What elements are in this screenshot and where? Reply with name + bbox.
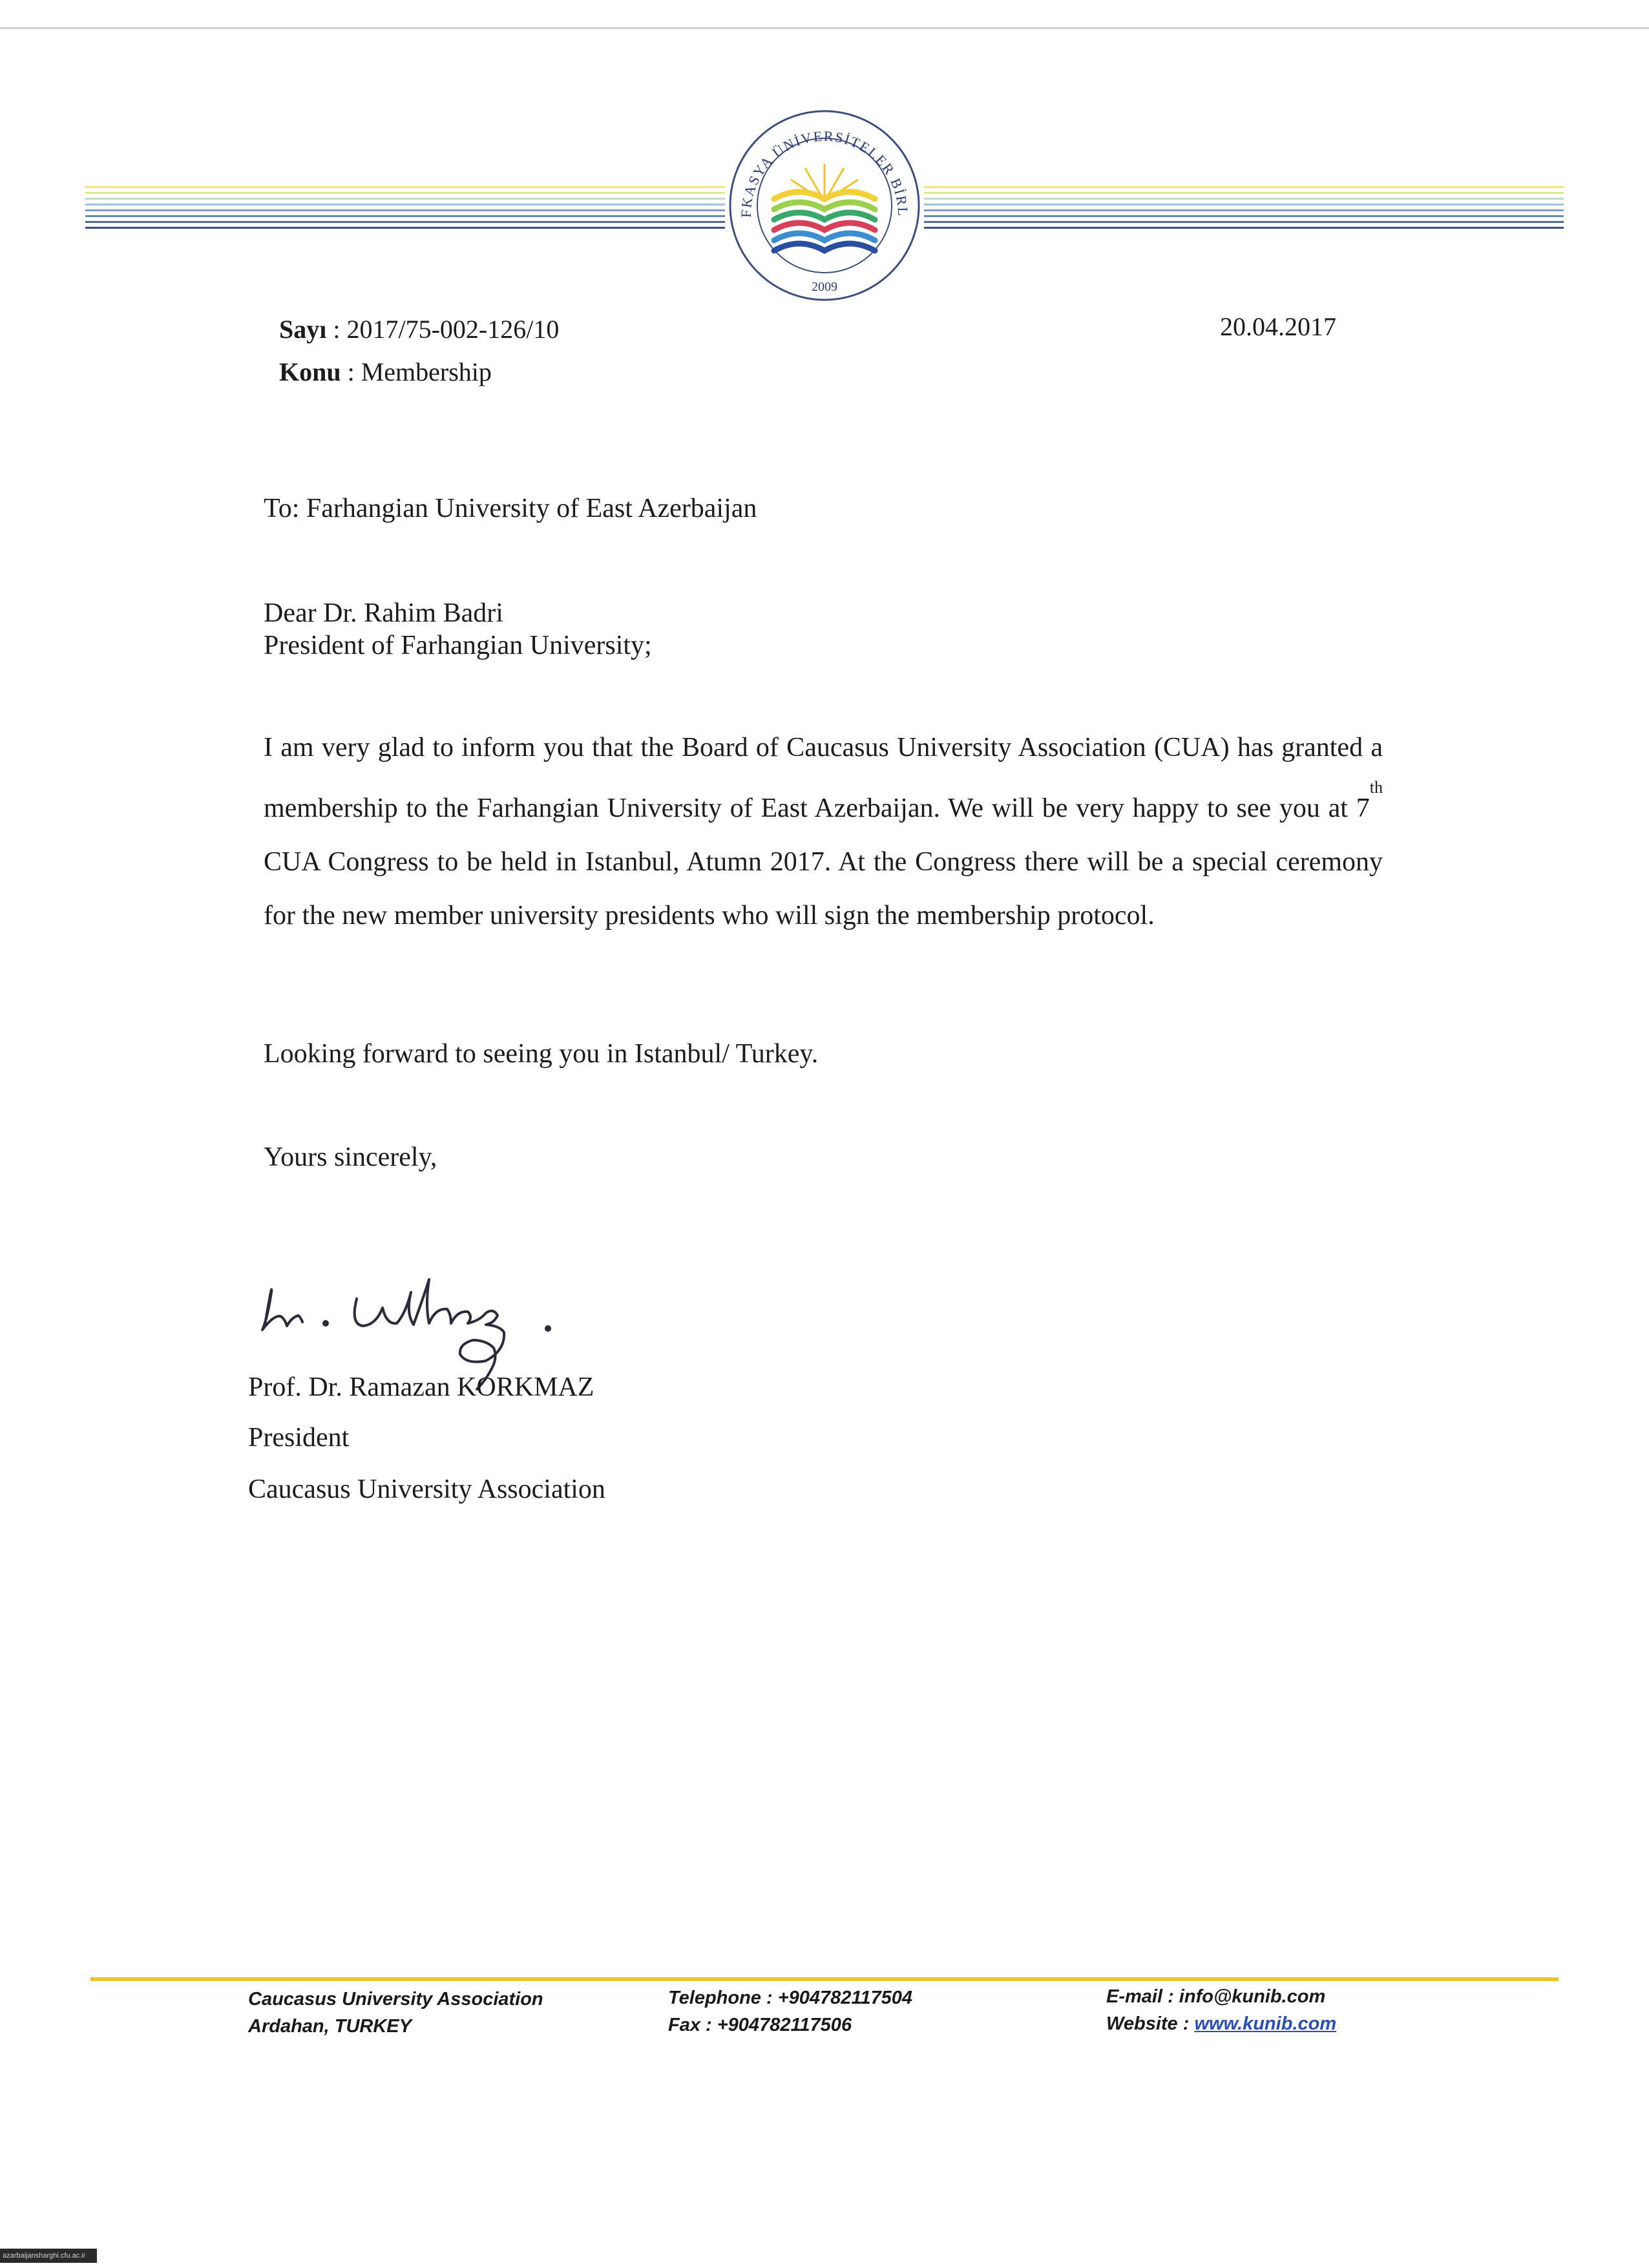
closing-paragraph: Looking forward to seeing you in Istanbul/ Turkey.: [264, 1039, 819, 1069]
subject-line: [279, 357, 492, 388]
subject-label: Konu: [279, 357, 341, 386]
footer-email: E-mail : info@kunib.com: [1106, 1986, 1326, 2007]
logo-year: 2009: [812, 280, 837, 294]
letterhead-stripes-left: [85, 186, 725, 231]
signatory-organization: Caucasus University Association: [248, 1475, 605, 1504]
ordinal-suffix: th: [1369, 778, 1383, 797]
footer-telephone: Telephone : +904782117504: [668, 1988, 913, 2008]
association-logo-seal: [725, 105, 924, 306]
top-border-line: [0, 27, 1649, 29]
footer-website-label: Website :: [1106, 2013, 1195, 2034]
subject-value: : Membership: [347, 357, 492, 386]
main-paragraph: [264, 721, 1383, 943]
footer-website: [1106, 2010, 1336, 2038]
number-value: : 2017/75-002-126/10: [333, 315, 560, 344]
footer-org-location: Ardahan, TURKEY: [248, 2016, 412, 2037]
footer-divider: [90, 1977, 1559, 1981]
footer-fax: Fax : +904782117506: [668, 2015, 852, 2035]
website-link[interactable]: www.kunib.com: [1194, 2013, 1337, 2034]
signatory-position: President: [248, 1423, 350, 1453]
paragraph-text-part2: CUA Congress to be held in Istanbul, Atumn 2017. At the Congress there will be a special ceremony for the new member university presidents who will sign the membership protocol.: [264, 847, 1383, 930]
number-label: Sayı: [279, 315, 327, 344]
recipient-line: To: Farhangian University of East Azerbaijan: [264, 494, 757, 523]
closing-salutation: Yours sincerely,: [264, 1142, 437, 1172]
signatory-name: Prof. Dr. Ramazan KORKMAZ: [248, 1372, 594, 1402]
paragraph-text-part1: I am very glad to inform you that the Board of Caucasus University Association (CUA) has granted a membership to the Farhangian University of East Azerbaijan. We will be very happy to see you at 7: [264, 733, 1383, 823]
footer-org-name: Caucasus University Association: [248, 1989, 543, 2010]
recipient-title: President of Farhangian University;: [264, 631, 652, 660]
salutation: Dear Dr. Rahim Badri: [264, 598, 503, 628]
letter-date: 20.04.2017: [1220, 312, 1336, 341]
reference-number-line: [279, 314, 559, 345]
svg-text:KAFKASYA ÜNİVERSİTELER BİRLİĞİ: FKASYA ÜNİVERSİTELER BİRL: [737, 127, 912, 218]
letterhead-stripes-right: [924, 186, 1564, 231]
corner-watermark: azarbaijansharghi.cfu.ac.ir: [0, 2249, 97, 2263]
